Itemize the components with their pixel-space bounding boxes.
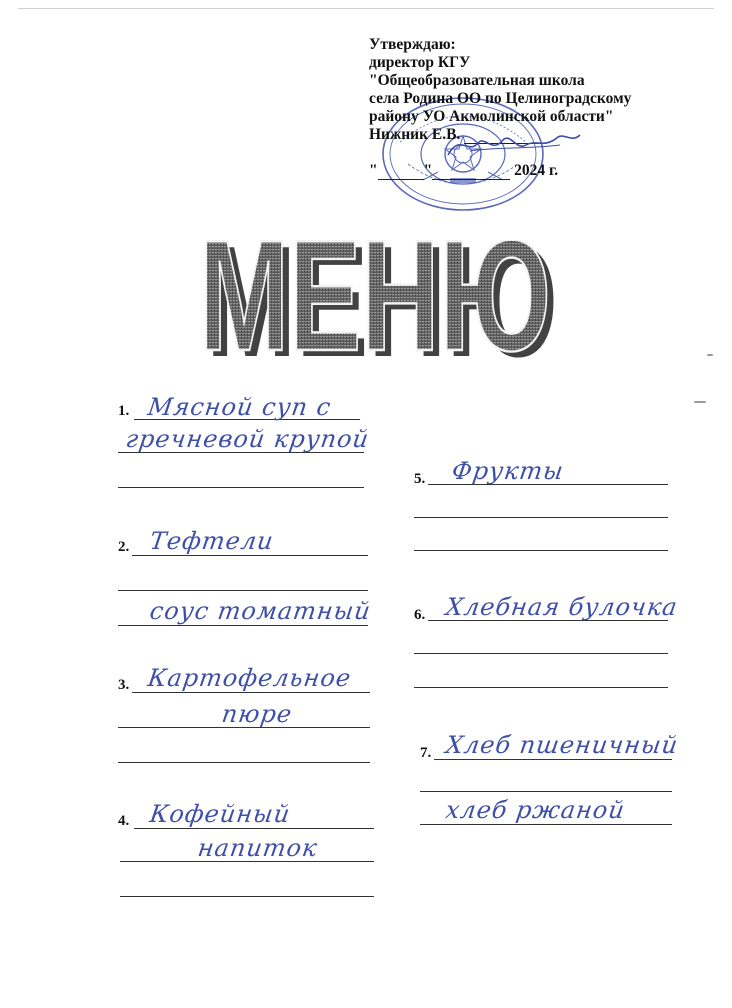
approval-org-line2: села Родина ОО по Целиноградскому — [369, 90, 632, 107]
menu-item-number: 1. — [118, 403, 130, 419]
item-7-text-line-2: хлеб ржаной — [444, 796, 627, 824]
menu-item-number: 7. — [420, 745, 432, 761]
item-5-line-3 — [414, 550, 668, 551]
menu-item-number: 6. — [414, 607, 426, 623]
menu-item-number: 2. — [118, 539, 130, 555]
approval-org-line3: району УО Акмолинской области" — [369, 108, 614, 125]
item-3-text-line-2: пюре — [220, 700, 295, 728]
item-5-line-2 — [414, 517, 668, 518]
director-signature — [440, 125, 590, 165]
date-year: 2024 г. — [514, 162, 559, 179]
item-7-text-line-1: Хлеб пшеничный — [444, 731, 681, 759]
scan-speck — [694, 401, 706, 403]
date-month-blank — [432, 165, 510, 180]
date-day-blank — [378, 165, 424, 180]
item-3-line-1 — [132, 692, 370, 693]
item-6-text-line-1: Хлебная булочка — [444, 593, 680, 621]
approval-heading: Утверждаю: — [369, 36, 456, 53]
approval-position: директор КГУ — [369, 54, 471, 71]
menu-title-text: МЕНЮ — [199, 240, 551, 368]
item-2-line-3 — [118, 625, 368, 626]
item-4-text-line-1: Кофейный — [148, 800, 293, 828]
menu-title — [188, 240, 558, 368]
item-7-line-2 — [420, 791, 672, 792]
date-quote-open: " — [369, 162, 378, 179]
date-quote-close: " — [423, 162, 433, 179]
menu-item-number: 5. — [414, 471, 426, 487]
approval-signatory-name: Нижник Е.В. — [369, 126, 461, 143]
item-2-text-line-3: соус томатный — [148, 597, 373, 625]
item-3-line-3 — [118, 762, 370, 763]
item-7-line-1 — [434, 759, 672, 760]
item-6-line-2 — [414, 653, 668, 654]
menu-title-shadow: МЕНЮ — [206, 240, 558, 368]
item-1-text-line-2: гречневой крупой — [124, 425, 372, 453]
item-5-text-line-1: Фрукты — [450, 457, 566, 485]
menu-item-number: 4. — [118, 813, 130, 829]
item-4-text-line-2: напиток — [196, 834, 320, 862]
scan-speck — [707, 354, 713, 356]
approval-org-line1: "Общеобразовательная школа — [369, 72, 585, 89]
item-1-line-3 — [118, 487, 364, 488]
item-2-line-2 — [118, 590, 368, 591]
item-2-text-line-1: Тефтели — [148, 527, 276, 555]
item-2-line-1 — [132, 555, 368, 556]
item-4-line-1 — [134, 828, 374, 829]
item-6-line-3 — [414, 687, 668, 688]
item-3-text-line-1: Картофельное — [146, 664, 354, 692]
item-1-text-line-1: Мясной суп с — [146, 393, 334, 421]
item-4-line-3 — [120, 896, 374, 897]
item-7-line-3 — [420, 824, 672, 825]
scan-edge — [18, 8, 714, 9]
menu-item-number: 3. — [118, 677, 130, 693]
